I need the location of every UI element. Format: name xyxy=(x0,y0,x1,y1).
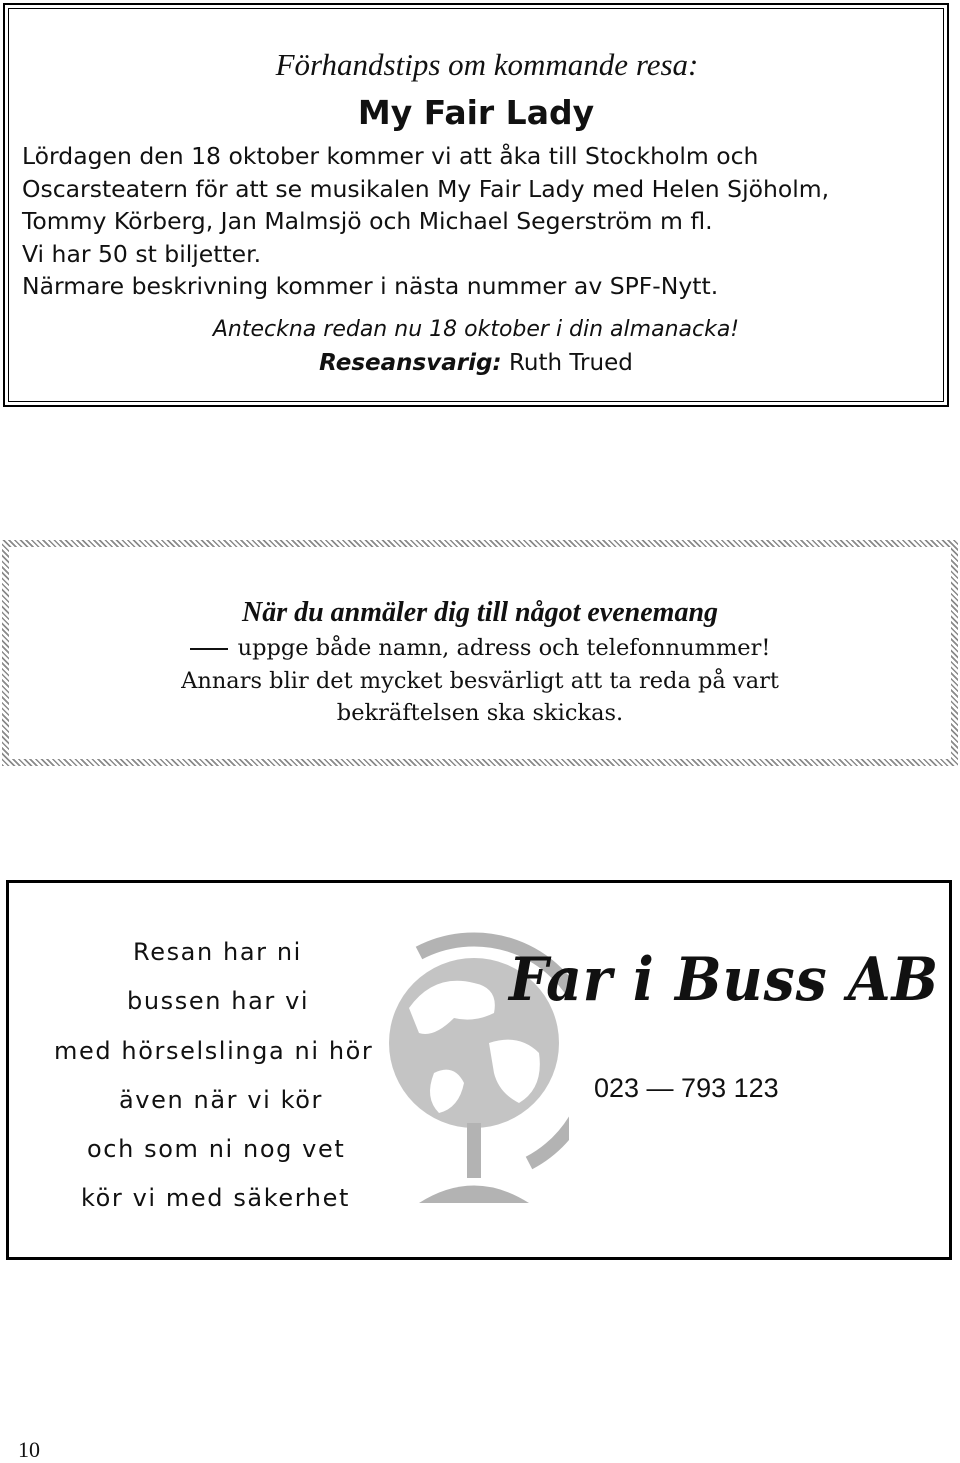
poem-line: kör vi med säkerhet xyxy=(81,1184,350,1212)
description-line: Vi har 50 st biljetter. xyxy=(22,239,262,268)
company-name: Far i Buss AB xyxy=(509,945,940,1015)
dash-icon xyxy=(190,648,228,650)
calendar-note: Anteckna redan nu 18 oktober i din almanacka! xyxy=(212,317,740,342)
trip-responsible xyxy=(5,350,947,376)
trip-announcement-box xyxy=(3,3,949,407)
description-line: Oscarsteatern för att se musikalen My Fair Lady med Helen Sjöholm, xyxy=(22,174,830,203)
trip-description xyxy=(22,140,829,303)
registration-reminder-box xyxy=(2,540,958,766)
description-line: Lördagen den 18 oktober kommer vi att åka till Stockholm och xyxy=(22,142,759,170)
company-phone: 023 — 793 123 xyxy=(594,1073,779,1103)
reminder-line xyxy=(9,635,951,661)
bus-company-ad xyxy=(6,880,952,1260)
reminder-line-text: uppge både namn, adress och telefonnummer! xyxy=(237,635,771,661)
page-number: 10 xyxy=(18,1437,40,1462)
poem-line: även när vi kör xyxy=(119,1086,324,1114)
reminder-line: bekräftelsen ska skickas. xyxy=(336,700,624,726)
show-title: My Fair Lady xyxy=(357,93,595,132)
responsible-name: Ruth Trued xyxy=(508,350,633,376)
pre-title: Förhandstips om kommande resa: xyxy=(275,47,699,82)
reminder-line: Annars blir det mycket besvärligt att ta reda på vart xyxy=(181,668,779,694)
description-line: Tommy Körberg, Jan Malmsjö och Michael Segerström m fl. xyxy=(22,207,713,236)
reminder-content xyxy=(9,547,951,759)
reminder-heading: När du anmäler dig till något evenemang xyxy=(241,597,719,628)
poem-line: med hörselslinga ni hör xyxy=(54,1037,374,1065)
poem-line: bussen har vi xyxy=(127,987,310,1015)
responsible-label: Reseansvarig: xyxy=(319,350,502,376)
description-line: Närmare beskrivning kommer i nästa nummer av SPF-Nytt. xyxy=(22,272,719,301)
poem-line: och som ni nog vet xyxy=(87,1135,346,1163)
poem-line: Resan har ni xyxy=(133,938,302,966)
